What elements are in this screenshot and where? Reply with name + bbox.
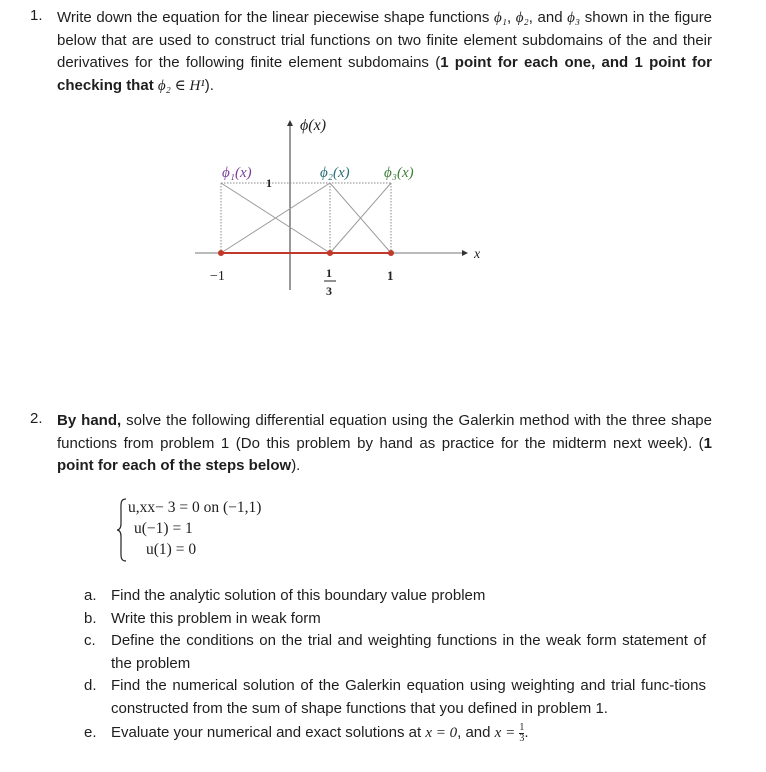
step-e-math1: x = 0 (425, 725, 458, 741)
problem-2-text-a: solve the following differential equation using the Galerkin method with the three shape functions from problem 1 (Do this problem by hand as practice for the midterm next week). ( (57, 412, 712, 452)
step-e-math2: x = (494, 725, 516, 741)
problem-1-end: ). (204, 76, 214, 94)
equation-1: u,xx− 3 = 0 on (−1,1) (128, 499, 262, 516)
left-brace (116, 498, 128, 562)
problem-1-text (57, 7, 712, 97)
step-label: c. (84, 632, 96, 649)
problem-2-bold: By hand, (57, 412, 122, 429)
shape-functions-figure (0, 100, 766, 420)
problem-2-number: 2. (30, 410, 43, 427)
phi3-label: ϕ₃(x) (384, 165, 414, 181)
phi2-curve (221, 183, 391, 253)
equation-2: u(−1) = 1 (134, 520, 193, 537)
problem-1-bold-math: ϕ₂ ∈ H¹ (157, 77, 205, 94)
problem-2-end: ). (291, 457, 301, 474)
step-label: a. (84, 587, 97, 604)
problem-2-text (57, 410, 712, 478)
step-e-text: Evaluate your numerical and exact solutions at (111, 724, 426, 741)
sep1: , (506, 9, 516, 26)
step-text: Write this problem in weak form (111, 610, 321, 627)
node-minus1 (218, 250, 224, 256)
frac-num: 1 (519, 721, 525, 733)
step-label: d. (84, 677, 97, 694)
problem-2-bold2: 1 point for each of the steps below (57, 434, 712, 474)
step-e-mid: , and (457, 724, 495, 741)
problem-1-text-b: shown in the figure below that are used to construct trial functions on two finite element subdomains of the and their derivatives for the following finite element subdomains ( (57, 9, 713, 71)
step-text: Define the conditions on the trial and weighting functions in the weak form statement of the problem (111, 632, 706, 672)
step-text-e (111, 722, 706, 745)
phi1-symbol: ϕ₁ (493, 10, 507, 26)
problem-1-bold: 1 point for each one, and 1 point for checking that (57, 54, 712, 94)
sep2: , and (528, 9, 568, 26)
step-text: Find the numerical solution of the Galerkin equation using weighting and trial func-tions constructed from the sum of shape functions that you defined in problem 1. (111, 677, 706, 717)
problem-1-number: 1. (30, 7, 43, 24)
step-label: b. (84, 610, 97, 627)
node-one (388, 250, 394, 256)
tick-third-den: 3 (326, 284, 332, 298)
step-e-end: . (524, 724, 529, 741)
y-axis-label: ϕ(x) (300, 117, 327, 134)
equation-system (116, 496, 316, 566)
phi3-symbol: ϕ₃ (567, 10, 581, 26)
phi2-symbol: ϕ₂ (515, 10, 529, 26)
height-label: 1 (266, 176, 272, 190)
x-axis-label: x (474, 247, 481, 262)
frac-den: 3 (519, 732, 525, 744)
problem-1-text-a: Write down the equation for the linear piecewise shape functions (57, 9, 494, 26)
tick-third-num: 1 (326, 266, 332, 280)
phi2-label: ϕ₂(x) (320, 165, 350, 181)
step-label: e. (84, 724, 97, 741)
tick-one: 1 (387, 268, 394, 283)
phi1-label: ϕ₁(x) (222, 165, 252, 181)
tick-minus1: −1 (210, 269, 225, 284)
step-text: Find the analytic solution of this boundary value problem (111, 587, 486, 604)
node-third (327, 250, 333, 256)
equation-3: u(1) = 0 (146, 541, 197, 558)
